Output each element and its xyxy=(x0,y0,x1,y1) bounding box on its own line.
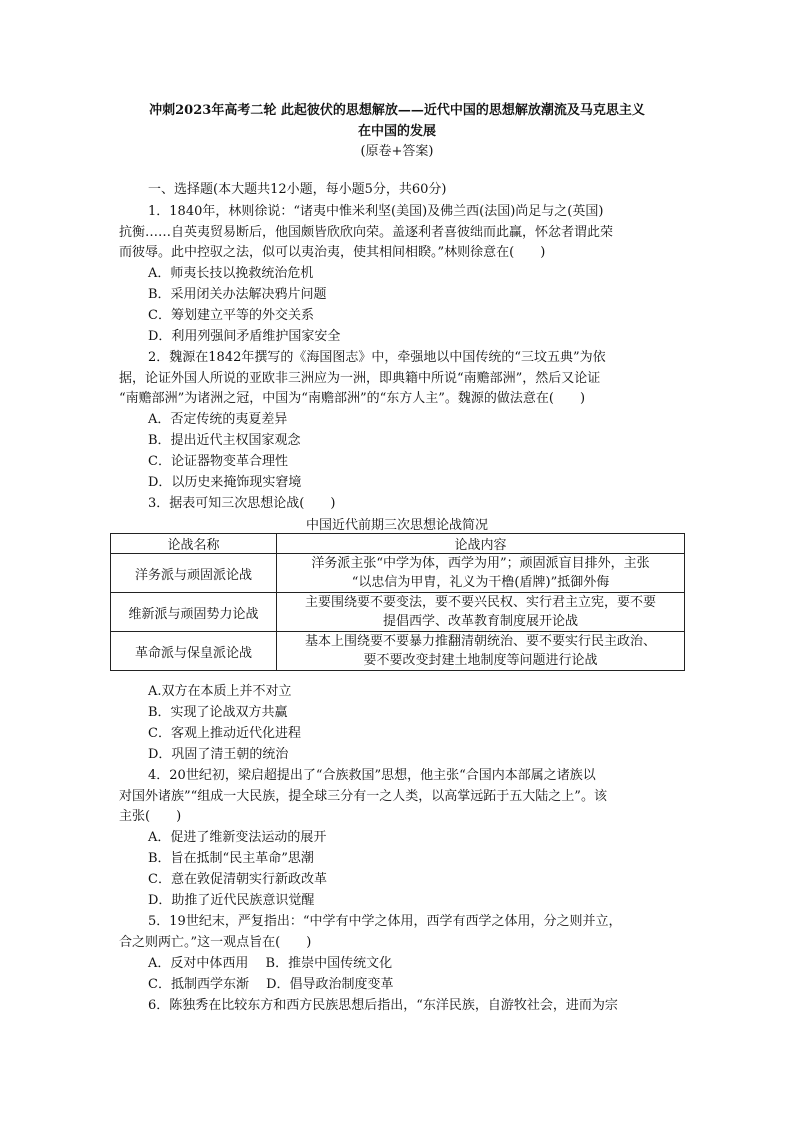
debate-content-line: “以忠信为甲胄，礼义为干橹(盾牌)”抵御外侮 xyxy=(351,575,610,590)
debate-name-cell: 维新派与顽固势力论战 xyxy=(111,593,277,632)
q4-stem-line: 主张( ) xyxy=(119,809,182,824)
document-title-line-2: 在中国的发展 xyxy=(357,124,436,139)
q4-option-c: C．意在敦促清朝实行新政改革 xyxy=(148,872,327,887)
table-caption: 中国近代前期三次思想论战简况 xyxy=(305,518,488,533)
q2-stem-line: 据，论证外国人所说的亚欧非三洲应为一洲，即典籍中所说“南赡部洲”，然后又论证 xyxy=(119,371,601,386)
q5-options-cd: C．抵制西学东渐 D．倡导政治制度变革 xyxy=(148,977,394,992)
table-row xyxy=(111,632,685,671)
debate-summary-table xyxy=(110,533,685,671)
q1-stem-line: 而彼辱。此中控驭之法，似可以夷治夷，使其相间相睽。”林则徐意在( ) xyxy=(119,245,546,260)
q4-option-d: D．助推了近代民族意识觉醒 xyxy=(148,893,315,908)
debate-name-cell: 洋务派与顽固派论战 xyxy=(111,554,277,593)
q5-options-ab: A．反对中体西用 B．推崇中国传统文化 xyxy=(148,956,393,971)
q2-stem-line: 2．魏源在1842年撰写的《海国图志》中，牵强地以中国传统的“三坟五典”为依 xyxy=(148,350,606,365)
q3-option-a: A.双方在本质上并不对立 xyxy=(148,684,292,699)
debate-content-line: 基本上围绕要不要暴力推翻清朝统治、要不要实行民主政治、 xyxy=(304,634,656,649)
document-title-line-1: 冲刺2023年高考二轮 此起彼伏的思想解放——近代中国的思想解放潮流及马克思主义 xyxy=(149,103,645,118)
table-header-cell: 论战名称 xyxy=(111,534,277,554)
debate-name-cell: 革命派与保皇派论战 xyxy=(111,632,277,671)
q3-option-c: C．客观上推动近代化进程 xyxy=(148,726,301,741)
q2-option-d: D．以历史来掩饰现实窘境 xyxy=(148,475,302,490)
table-row xyxy=(111,593,685,632)
q4-stem-line: 4．20世纪初，梁启超提出了“合族救国”思想，他主张“合国内本部属之诸族以 xyxy=(148,768,596,783)
section-heading: 一、选择题(本大题共12小题，每小题5分，共60分) xyxy=(148,182,447,197)
debate-content-cell xyxy=(277,554,685,593)
q3-option-b: B．实现了论战双方共赢 xyxy=(148,705,288,720)
q1-stem-line: 抗衡……自英夷贸易断后，他国颇皆欣欣向荣。盖逐利者喜彼绌而此赢，怀忿者谓此荣 xyxy=(119,225,614,240)
debate-content-line: 提倡西学、改革教育制度展开论战 xyxy=(382,614,578,629)
q3-option-d: D．巩固了清王朝的统治 xyxy=(148,747,289,762)
table-header-row xyxy=(111,534,685,554)
q1-stem-line: 1．1840年，林则徐说：“诸夷中惟米利坚(美国)及佛兰西(法国)尚足与之(英国) xyxy=(148,204,604,219)
q2-option-c: C．论证器物变革合理性 xyxy=(148,454,288,469)
q1-option-c: C．筹划建立平等的外交关系 xyxy=(148,308,314,323)
table-row xyxy=(111,554,685,593)
q5-stem-line: 合之则两亡。”这一观点旨在( ) xyxy=(119,935,312,950)
debate-content-line: 主要围绕要不要变法，要不要兴民权、实行君主立宪，要不要 xyxy=(304,595,656,610)
q4-option-b: B．旨在抵制“民主革命”思潮 xyxy=(148,851,314,866)
debate-content-cell xyxy=(277,632,685,671)
q4-option-a: A．促进了维新变法运动的展开 xyxy=(148,830,327,845)
document-subtitle: (原卷+答案) xyxy=(360,144,434,159)
q2-stem-line: “南赡部洲”为诸洲之冠，中国为“南赡部洲”的“东方人主”。魏源的做法意在( ) xyxy=(119,391,586,406)
q6-stem-line: 6．陈独秀在比较东方和西方民族思想后指出，“东洋民族，自游牧社会，进而为宗 xyxy=(148,998,618,1013)
q4-stem-line: 对国外诸族”“组成一大民族，提全球三分有一之人类，以高掌远跖于五大陆之上”。该 xyxy=(119,789,607,804)
q2-option-b: B．提出近代主权国家观念 xyxy=(148,433,301,448)
q1-option-d: D．利用列强间矛盾维护国家安全 xyxy=(148,329,341,344)
debate-content-line: 洋务派主张“中学为体，西学为用”；顽固派盲目排外，主张 xyxy=(311,556,650,571)
q3-stem: 3．据表可知三次思想论战( ) xyxy=(148,496,336,511)
debate-content-line: 要不要改变封建土地制度等问题进行论战 xyxy=(363,653,598,668)
table-header-cell: 论战内容 xyxy=(277,534,685,554)
q1-option-a: A．师夷长技以挽救统治危机 xyxy=(148,266,314,281)
q1-option-b: B．采用闭关办法解决鸦片问题 xyxy=(148,287,327,302)
debate-content-cell xyxy=(277,593,685,632)
q5-stem-line: 5．19世纪末，严复指出：“中学有中学之体用，西学有西学之体用，分之则并立， xyxy=(148,914,622,929)
q2-option-a: A．否定传统的夷夏差异 xyxy=(148,412,288,427)
